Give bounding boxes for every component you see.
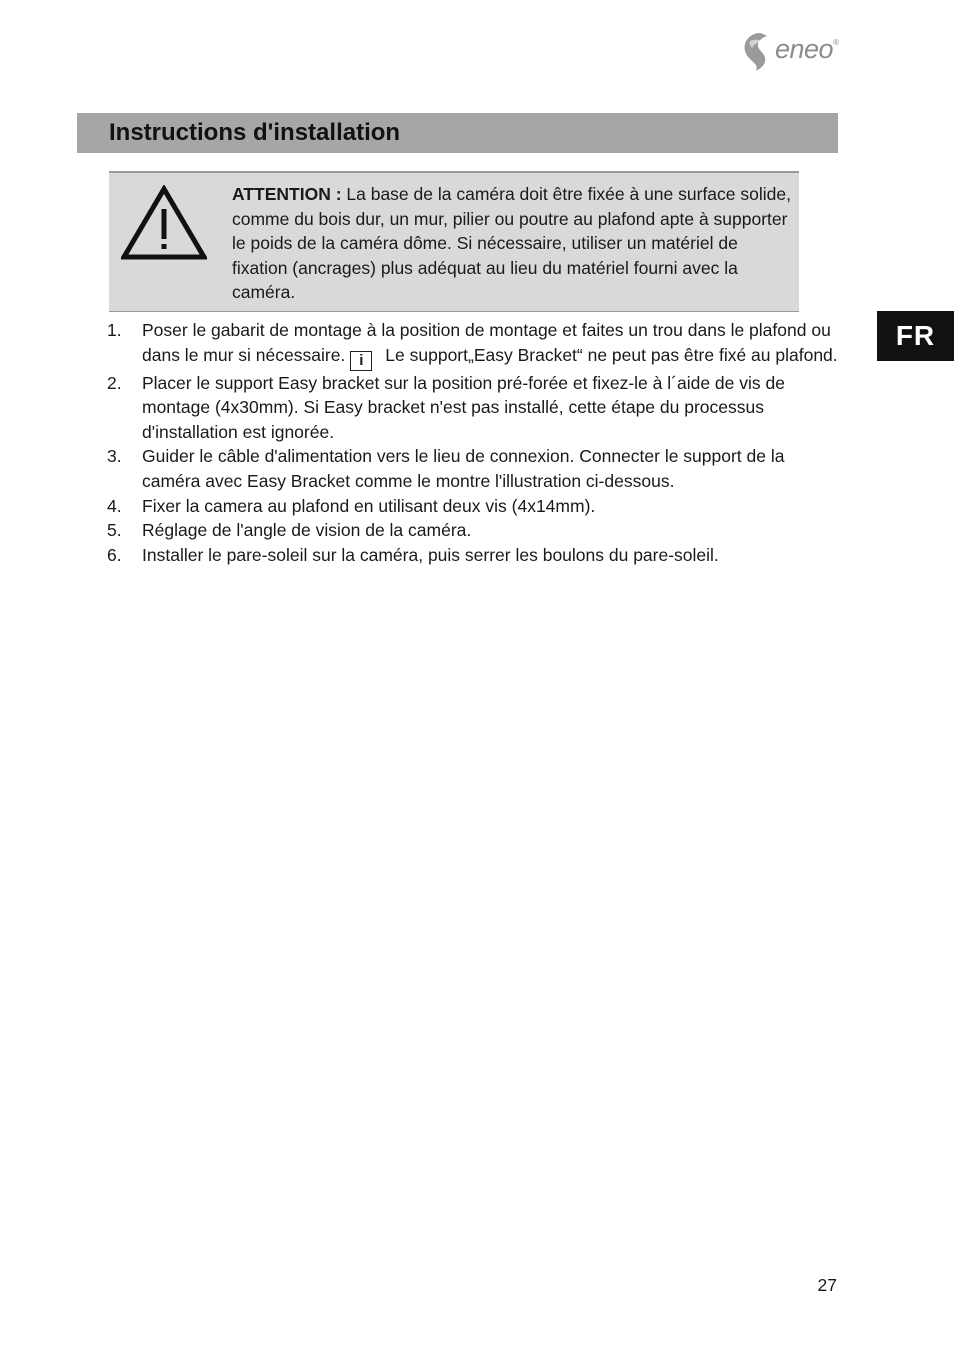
warning-body: La base de la caméra doit être fixée à une surface solide, comme du bois dur, un mur, pilier ou poutre au plafond apte à supporter le poids de la caméra dôme. Si nécessaire, utiliser un matériel de fixation (ancrages) plus adéquat au lieu du matériel fourni avec la caméra. xyxy=(232,184,791,303)
warning-text xyxy=(232,182,792,305)
list-item xyxy=(107,371,842,445)
info-icon: i xyxy=(350,351,372,371)
logo-wordmark: eneo® xyxy=(775,33,839,64)
list-item xyxy=(107,318,842,371)
list-item xyxy=(107,444,842,493)
warning-label: ATTENTION : xyxy=(232,184,342,204)
step-number: 5. xyxy=(107,520,122,541)
list-item xyxy=(107,518,842,543)
section-header xyxy=(77,113,838,153)
list-item xyxy=(107,543,842,568)
installation-steps xyxy=(107,318,842,567)
step-number: 1. xyxy=(107,320,122,340)
step-text: Installer le pare-soleil sur la caméra, puis serrer les boulons du pare-soleil. xyxy=(142,544,719,565)
step-number: 6. xyxy=(107,544,122,565)
step-number: 4. xyxy=(107,495,122,516)
warning-triangle-icon xyxy=(121,185,207,261)
step-text: Fixer la camera au plafond en utilisant deux vis (4x14mm). xyxy=(142,495,596,516)
step-text: Guider le câble d'alimentation vers le lieu de connexion. Connecter le support de la caméra avec Easy Bracket comme le montre l'illustration ci-dessous. xyxy=(142,446,785,491)
step-text: Placer le support Easy bracket sur la position pré-forée et fixez-le à l´aide de vis de montage (4x30mm). Si Easy bracket n'est pas installé, cette étape du processus d'installation est ignorée. xyxy=(142,372,785,442)
eneo-logo-icon xyxy=(740,31,774,71)
step-number: 2. xyxy=(107,372,122,393)
list-item xyxy=(107,494,842,519)
brand-logo xyxy=(740,30,840,72)
language-tab: FR xyxy=(877,311,954,361)
step-number: 3. xyxy=(107,446,122,467)
step-text: Poser le gabarit de montage à la position de montage et faites un trou dans le plafond ou dans le mur si nécessaire. i Le support„Easy Bracket“ ne peut pas être fixé au plafond. xyxy=(142,320,838,369)
warning-box xyxy=(109,171,799,312)
page-number: 27 xyxy=(817,1275,837,1295)
step-text: Réglage de l'angle de vision de la caméra. xyxy=(142,520,472,541)
section-title: Instructions d'installation xyxy=(109,119,401,146)
